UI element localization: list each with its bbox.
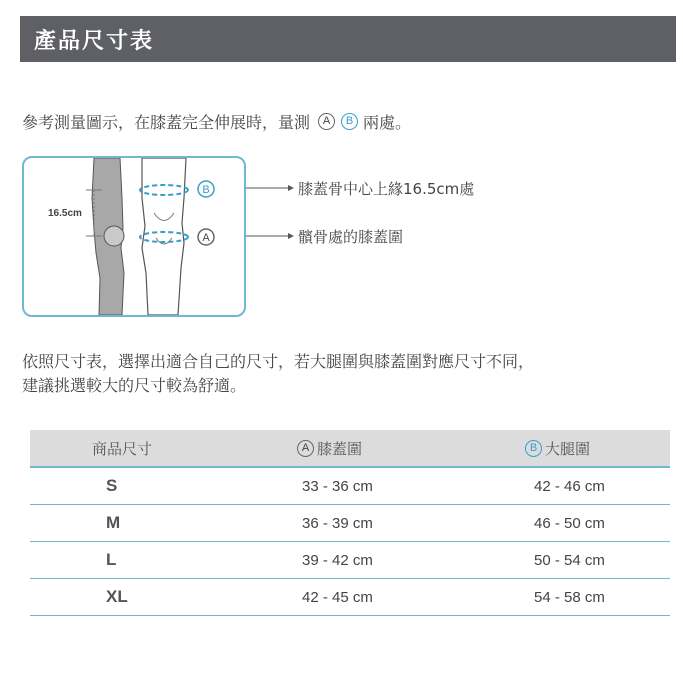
row-thigh: 42 - 46 cm <box>534 477 605 495</box>
page-title-bar <box>20 16 676 62</box>
header-marker-b-icon: B <box>525 440 542 457</box>
row-size: S <box>106 476 118 495</box>
header-knee-label: 膝蓋圍 <box>316 440 362 458</box>
note-line-2: 建議挑選較大的尺寸較為舒適。 <box>22 376 247 395</box>
header-size: 商品尺寸 <box>91 440 152 458</box>
row-size: XL <box>106 587 128 606</box>
table-row <box>30 579 670 616</box>
size-table <box>30 430 670 616</box>
knee-measurement-diagram <box>22 156 246 317</box>
header-knee <box>214 438 442 459</box>
right-leg-shape <box>142 158 186 315</box>
row-thigh: 54 - 58 cm <box>534 588 605 606</box>
left-kneecap-shape <box>104 226 124 246</box>
diagram-marker-a: A <box>202 232 210 244</box>
legs-illustration <box>24 158 244 315</box>
row-size: M <box>106 513 121 532</box>
arrow-a-head <box>288 233 294 239</box>
table-row <box>30 468 670 505</box>
measure-label: 16.5cm <box>48 208 82 219</box>
table-row <box>30 505 670 542</box>
callout-arrows <box>246 180 296 250</box>
row-knee: 36 - 39 cm <box>302 514 373 532</box>
page-title: 產品尺寸表 <box>34 28 155 54</box>
arrow-b-head <box>288 185 294 191</box>
intro-after: 兩處。 <box>363 113 412 132</box>
marker-a-icon: A <box>318 113 335 130</box>
marker-b-icon: B <box>341 113 358 130</box>
row-size: L <box>106 550 117 569</box>
row-knee: 39 - 42 cm <box>302 551 373 569</box>
row-knee: 33 - 36 cm <box>302 477 373 495</box>
table-row <box>30 542 670 579</box>
callout-a-text: 髕骨處的膝蓋圍 <box>298 228 404 246</box>
callout-b-text: 膝蓋骨中心上緣16.5cm處 <box>298 180 475 198</box>
sizing-note <box>22 350 672 398</box>
header-marker-a-icon: A <box>297 440 314 457</box>
intro-before: 參考測量圖示，在膝蓋完全伸展時，量測 <box>22 113 311 132</box>
diagram-marker-b: B <box>202 184 210 196</box>
intro-text <box>22 110 411 133</box>
row-thigh: 46 - 50 cm <box>534 514 605 532</box>
header-thigh <box>442 438 670 459</box>
header-thigh-label: 大腿圍 <box>544 440 590 458</box>
row-knee: 42 - 45 cm <box>302 588 373 606</box>
note-line-1: 依照尺寸表，選擇出適合自己的尺寸，若大腿圍與膝蓋圍對應尺寸不同， <box>22 352 535 371</box>
row-thigh: 50 - 54 cm <box>534 551 605 569</box>
table-header <box>30 430 670 468</box>
